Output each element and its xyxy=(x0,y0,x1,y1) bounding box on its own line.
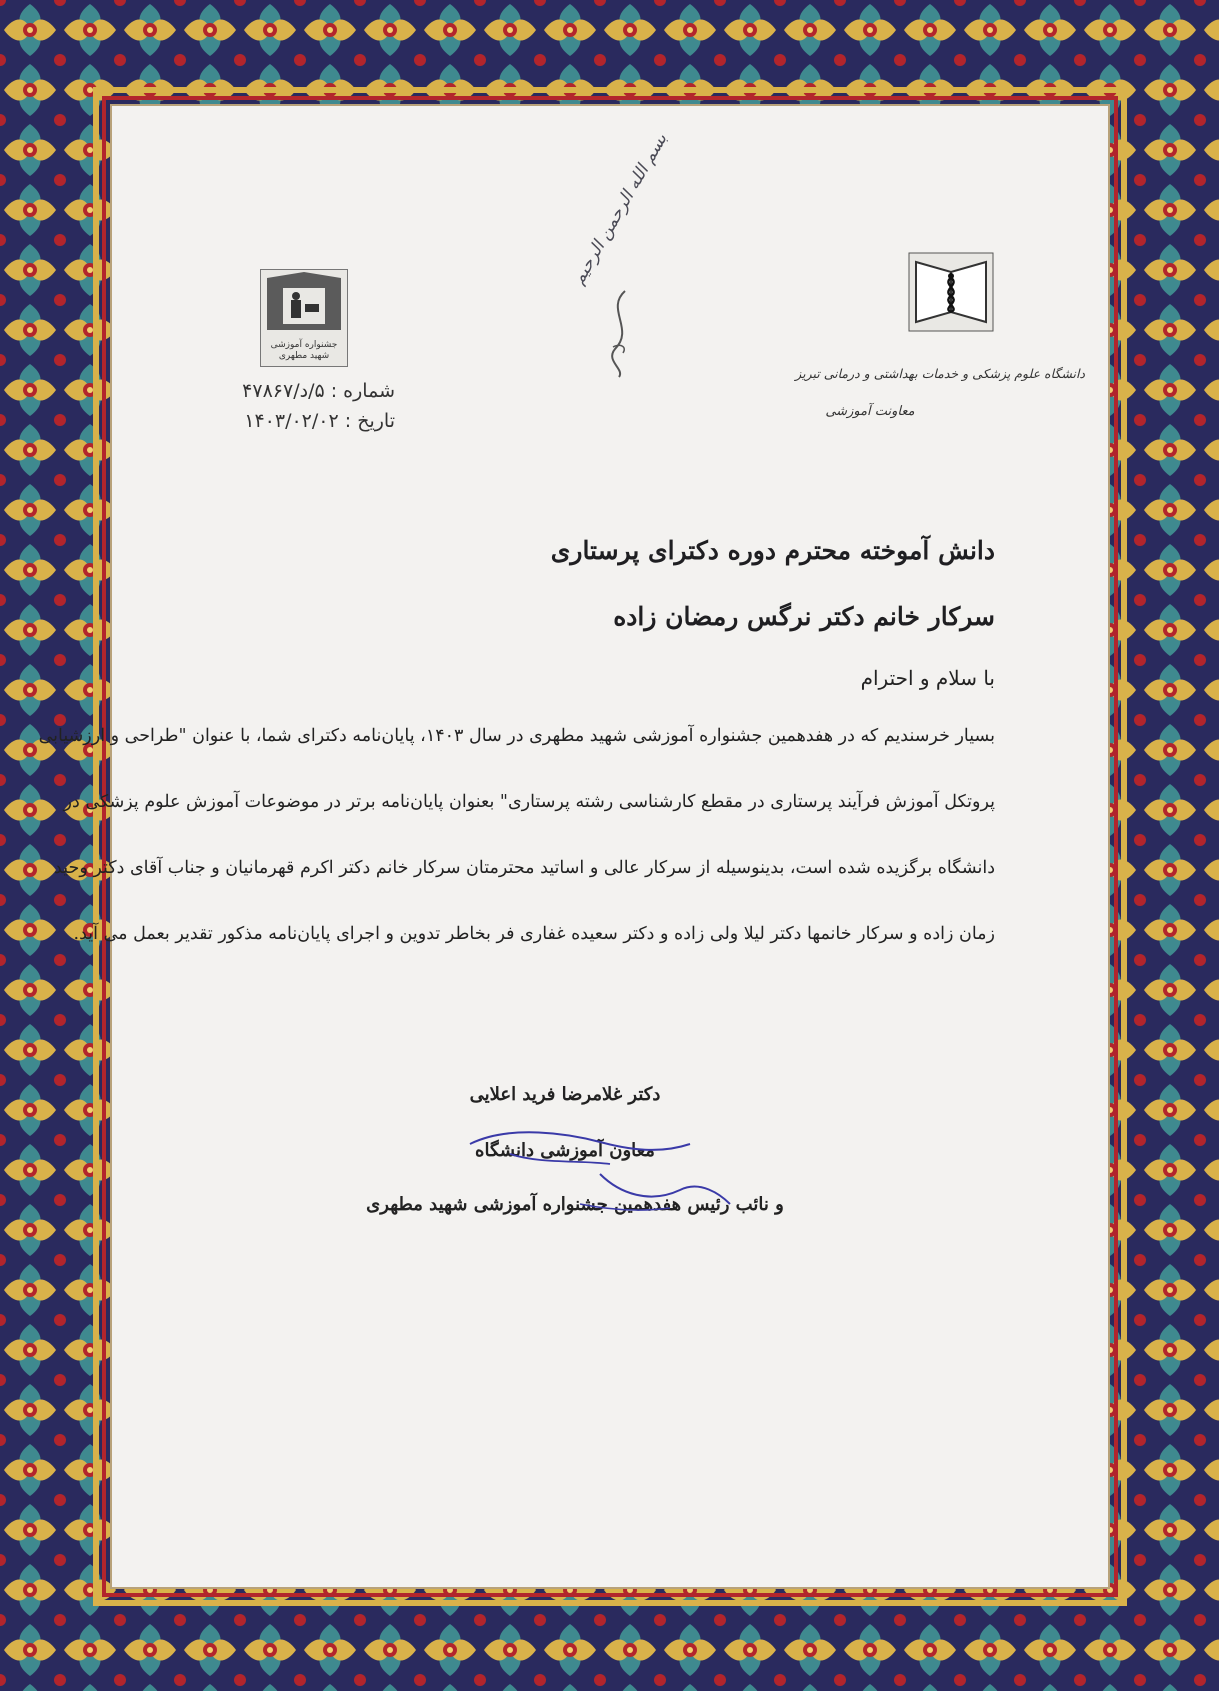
festival-logo-text-1: جشنواره آموزشی xyxy=(270,340,338,350)
signatory-title-2: و نائب رئیس هفدهمین جشنواره آموزشی شهید مطهری xyxy=(366,1194,784,1215)
letter-date-label: تاریخ : xyxy=(344,410,395,432)
signatory-title-1: معاون آموزشی دانشگاه xyxy=(475,1140,655,1161)
body-line-2: پروتکل آموزش فرآیند پرستاری در مقطع کارشناسی رشته پرستاری" بعنوان پایان‌نامه برتر در موضوعات آموزش علوم پزشکی در xyxy=(63,792,995,812)
signatory-name: دکتر غلامرضا فرید اعلایی xyxy=(469,1084,661,1105)
greeting: با سلام و احترام xyxy=(860,666,995,690)
body-line-4: زمان زاده و سرکار خانمها دکتر لیلا ولی زاده و دکتر سعیده غفاری فر بخاطر تدوین و اجرای پایان‌نامه مذکور تقدیر بعمل می آید. xyxy=(73,924,995,944)
university-name: دانشگاه علوم پزشکی و خدمات بهداشتی و درمانی تبریز xyxy=(795,366,1085,381)
department-name: معاونت آموزشی xyxy=(825,404,915,419)
letter-number-label: شماره : xyxy=(330,380,395,402)
handwritten-signature-icon xyxy=(450,1114,750,1224)
university-caduceus-book-icon xyxy=(908,252,994,332)
festival-logo xyxy=(260,269,348,367)
certificate-paper xyxy=(38,104,1110,1589)
recipient-line-1: دانش آموخته محترم دوره دکترای پرستاری xyxy=(550,536,995,565)
letter-date-value: ۱۴۰۳/۰۲/۰۲ xyxy=(244,410,339,432)
bismillah-text: بسم الله الرحمن الرحیم xyxy=(568,130,672,288)
recipient-line-2: سرکار خانم دکتر نرگس رمضان زاده xyxy=(613,602,995,631)
bismillah xyxy=(566,126,673,292)
body-line-3: دانشگاه برگزیده شده است، بدینوسیله از سرکار عالی و اساتید محترمتان سرکار خانم دکتر اکرم قهرمانیان و جناب آقای دکتر وحید xyxy=(54,858,995,878)
letter-date-row xyxy=(205,410,395,432)
calligraphy-flourish-icon xyxy=(595,289,645,379)
letter-number-value: ۵/د/۴۷۸۶۷ xyxy=(242,380,325,402)
festival-book-emblem-icon xyxy=(261,270,347,340)
festival-logo-text-2: شهید مطهری xyxy=(278,351,330,361)
body-line-1: بسیار خرسندیم که در هفدهمین جشنواره آموزشی شهید مطهری در سال ۱۴۰۳، پایان‌نامه دکترای شما، با عنوان "طراحی و ارزشیابی xyxy=(38,726,995,746)
letter-number-row xyxy=(205,380,395,402)
